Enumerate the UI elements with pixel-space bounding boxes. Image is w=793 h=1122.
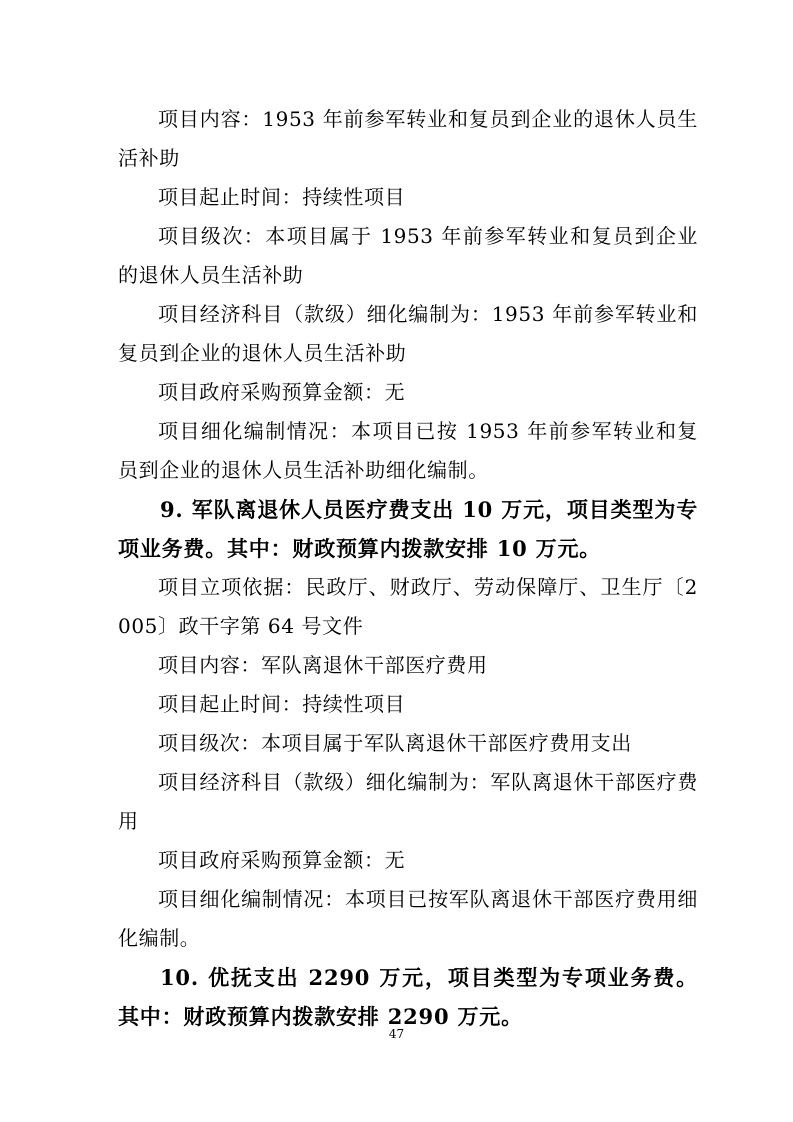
heading-item-10-special-care: 10. 优抚支出 2290 万元，项目类型为专项业务费。其中：财政预算内拨款安排 2290 万元。 xyxy=(118,965,698,1029)
paragraph-project-period-1: 项目起止时间：持续性项目 xyxy=(158,185,406,209)
paragraph-project-basis: 项目立项依据：民政厅、财政厅、劳动保障厅、卫生厅〔2005〕政干字第 64 号文件 xyxy=(118,575,698,638)
paragraph-project-level-1953: 项目级次：本项目属于 1953 年前参军转业和复员到企业的退休人员生活补助 xyxy=(118,224,698,287)
paragraph-detailed-compilation-medical: 项目细化编制情况：本项目已按军队离退休干部医疗费用细化编制。 xyxy=(118,887,698,950)
paragraph-economic-category-medical: 项目经济科目（款级）细化编制为：军队离退休干部医疗费用 xyxy=(118,770,698,833)
paragraph-project-period-2: 项目起止时间：持续性项目 xyxy=(158,692,406,716)
page-number: 47 xyxy=(388,1027,405,1041)
paragraph-detailed-compilation-1953: 项目细化编制情况：本项目已按 1953 年前参军转业和复员到企业的退休人员生活补助细化编制。 xyxy=(118,419,698,482)
paragraph-project-content-medical: 项目内容：军队离退休干部医疗费用 xyxy=(158,653,488,677)
paragraph-project-content-1953: 项目内容：1953 年前参军转业和复员到企业的退休人员生活补助 xyxy=(118,107,698,170)
paragraph-project-level-medical: 项目级次：本项目属于军队离退休干部医疗费用支出 xyxy=(158,731,632,755)
heading-item-9-military-medical: 9. 军队离退休人员医疗费支出 10 万元，项目类型为专项业务费。其中：财政预算内拨款安排 10 万元。 xyxy=(118,497,698,561)
paragraph-procurement-budget-2: 项目政府采购预算金额：无 xyxy=(158,848,406,872)
paragraph-procurement-budget-1: 项目政府采购预算金额：无 xyxy=(158,380,406,404)
paragraph-economic-category-1953: 项目经济科目（款级）细化编制为：1953 年前参军转业和复员到企业的退休人员生活补助 xyxy=(118,302,698,365)
